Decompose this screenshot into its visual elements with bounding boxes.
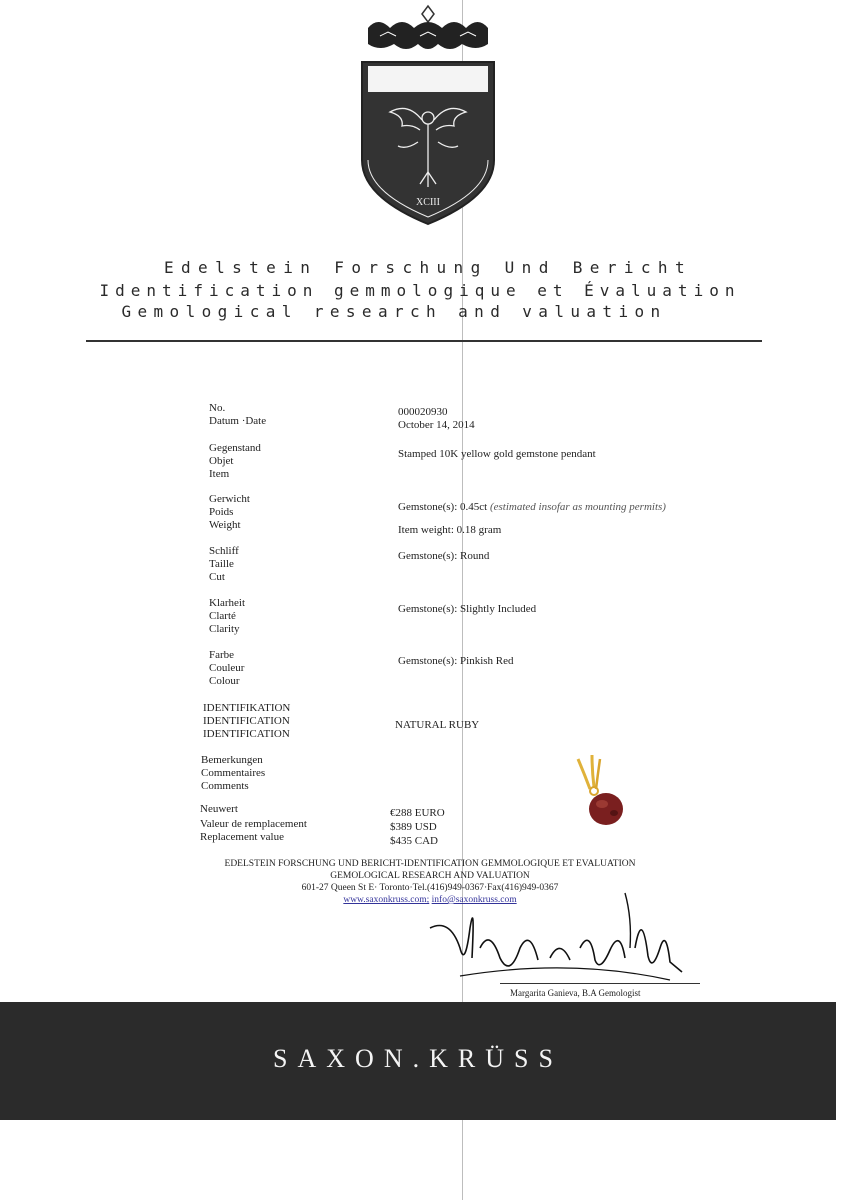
signature — [420, 888, 700, 998]
value-usd: $389 USD — [390, 821, 437, 833]
heading-english: Gemological research and valuation — [121, 302, 667, 321]
field-label-weight-de: Gerwicht — [209, 493, 250, 505]
crest-logo — [358, 2, 498, 232]
field-label-identification-de: IDENTIFIKATION — [203, 702, 291, 714]
field-label-item-en: Item — [209, 468, 230, 480]
identification-value: NATURAL RUBY — [395, 719, 480, 731]
gemstone-weight — [398, 501, 666, 514]
footer-company-line: EDELSTEIN FORSCHUNG UND BERICHT-IDENTIFICATION GEMMOLOGIQUE ET EVALUATION — [224, 859, 636, 869]
footer-address: 601-27 Queen St E· Toronto·Tel.(416)949-0367·Fax(416)949-0367 — [301, 883, 559, 893]
field-label-weight-en: Weight — [209, 519, 241, 531]
field-label-comments-de: Bemerkungen — [201, 754, 263, 766]
field-label-comments-en: Comments — [201, 780, 249, 792]
crest-numeral: XCIII — [416, 197, 440, 208]
field-label-value-en: Replacement value — [200, 831, 284, 843]
field-label-item-fr: Objet — [209, 455, 234, 467]
header-divider — [86, 340, 762, 342]
field-label-clarity-de: Klarheit — [209, 597, 246, 609]
signature-line — [500, 983, 700, 984]
field-label-value-fr: Valeur de remplacement — [200, 818, 307, 830]
gemstone-weight-value: Gemstone(s): 0.45ct — [398, 501, 488, 513]
field-label-cut-fr: Taille — [209, 558, 234, 570]
email-link[interactable]: info@saxonkruss.com — [431, 895, 517, 905]
report-number: 000020930 — [398, 406, 448, 418]
value-cad: $435 CAD — [390, 835, 438, 847]
field-label-date: Datum ·Date — [209, 415, 267, 427]
value-euro: €288 EURO — [390, 807, 445, 819]
field-label-colour-en: Colour — [209, 675, 240, 687]
cut-value: Gemstone(s): Round — [398, 550, 490, 562]
field-label-identification-fr: IDENTIFICATION — [203, 715, 290, 727]
clarity-value: Gemstone(s): Slightly Included — [398, 603, 537, 615]
heading-german: Edelstein Forschung Und Bericht — [163, 258, 693, 277]
report-date: October 14, 2014 — [398, 419, 475, 431]
field-label-weight-fr: Poids — [209, 506, 234, 518]
field-label-identification-en: IDENTIFICATION — [203, 728, 290, 740]
item-value: Stamped 10K yellow gold gemstone pendant — [398, 448, 596, 460]
field-label-clarity-fr: Clarté — [209, 610, 236, 622]
field-label-value-de: Neuwert — [200, 803, 238, 815]
brand-name: SAXON.KRÜSS — [273, 1044, 563, 1073]
field-label-clarity-en: Clarity — [209, 623, 240, 635]
field-label-colour-de: Farbe — [209, 649, 235, 661]
website-link[interactable]: www.saxonkruss.com; — [343, 895, 430, 905]
field-label-item-de: Gegenstand — [209, 442, 261, 454]
field-label-comments-fr: Commentaires — [201, 767, 266, 779]
gemstone-weight-note: (estimated insofar as mounting permits) — [489, 501, 666, 513]
field-label-no: No. — [209, 402, 226, 414]
field-label-cut-de: Schliff — [209, 545, 239, 557]
field-label-cut-en: Cut — [209, 571, 225, 583]
footer-company-subtitle: GEMOLOGICAL RESEARCH AND VALUATION — [330, 871, 530, 881]
signer-name: Margarita Ganieva, B.A Gemologist — [510, 988, 641, 998]
colour-value: Gemstone(s): Pinkish Red — [398, 655, 514, 667]
field-label-colour-fr: Couleur — [209, 662, 245, 674]
heading-french: Identification gemmologique et Évaluation — [99, 281, 741, 300]
gemstone-photo — [570, 755, 640, 835]
item-weight: Item weight: 0.18 gram — [398, 524, 502, 536]
